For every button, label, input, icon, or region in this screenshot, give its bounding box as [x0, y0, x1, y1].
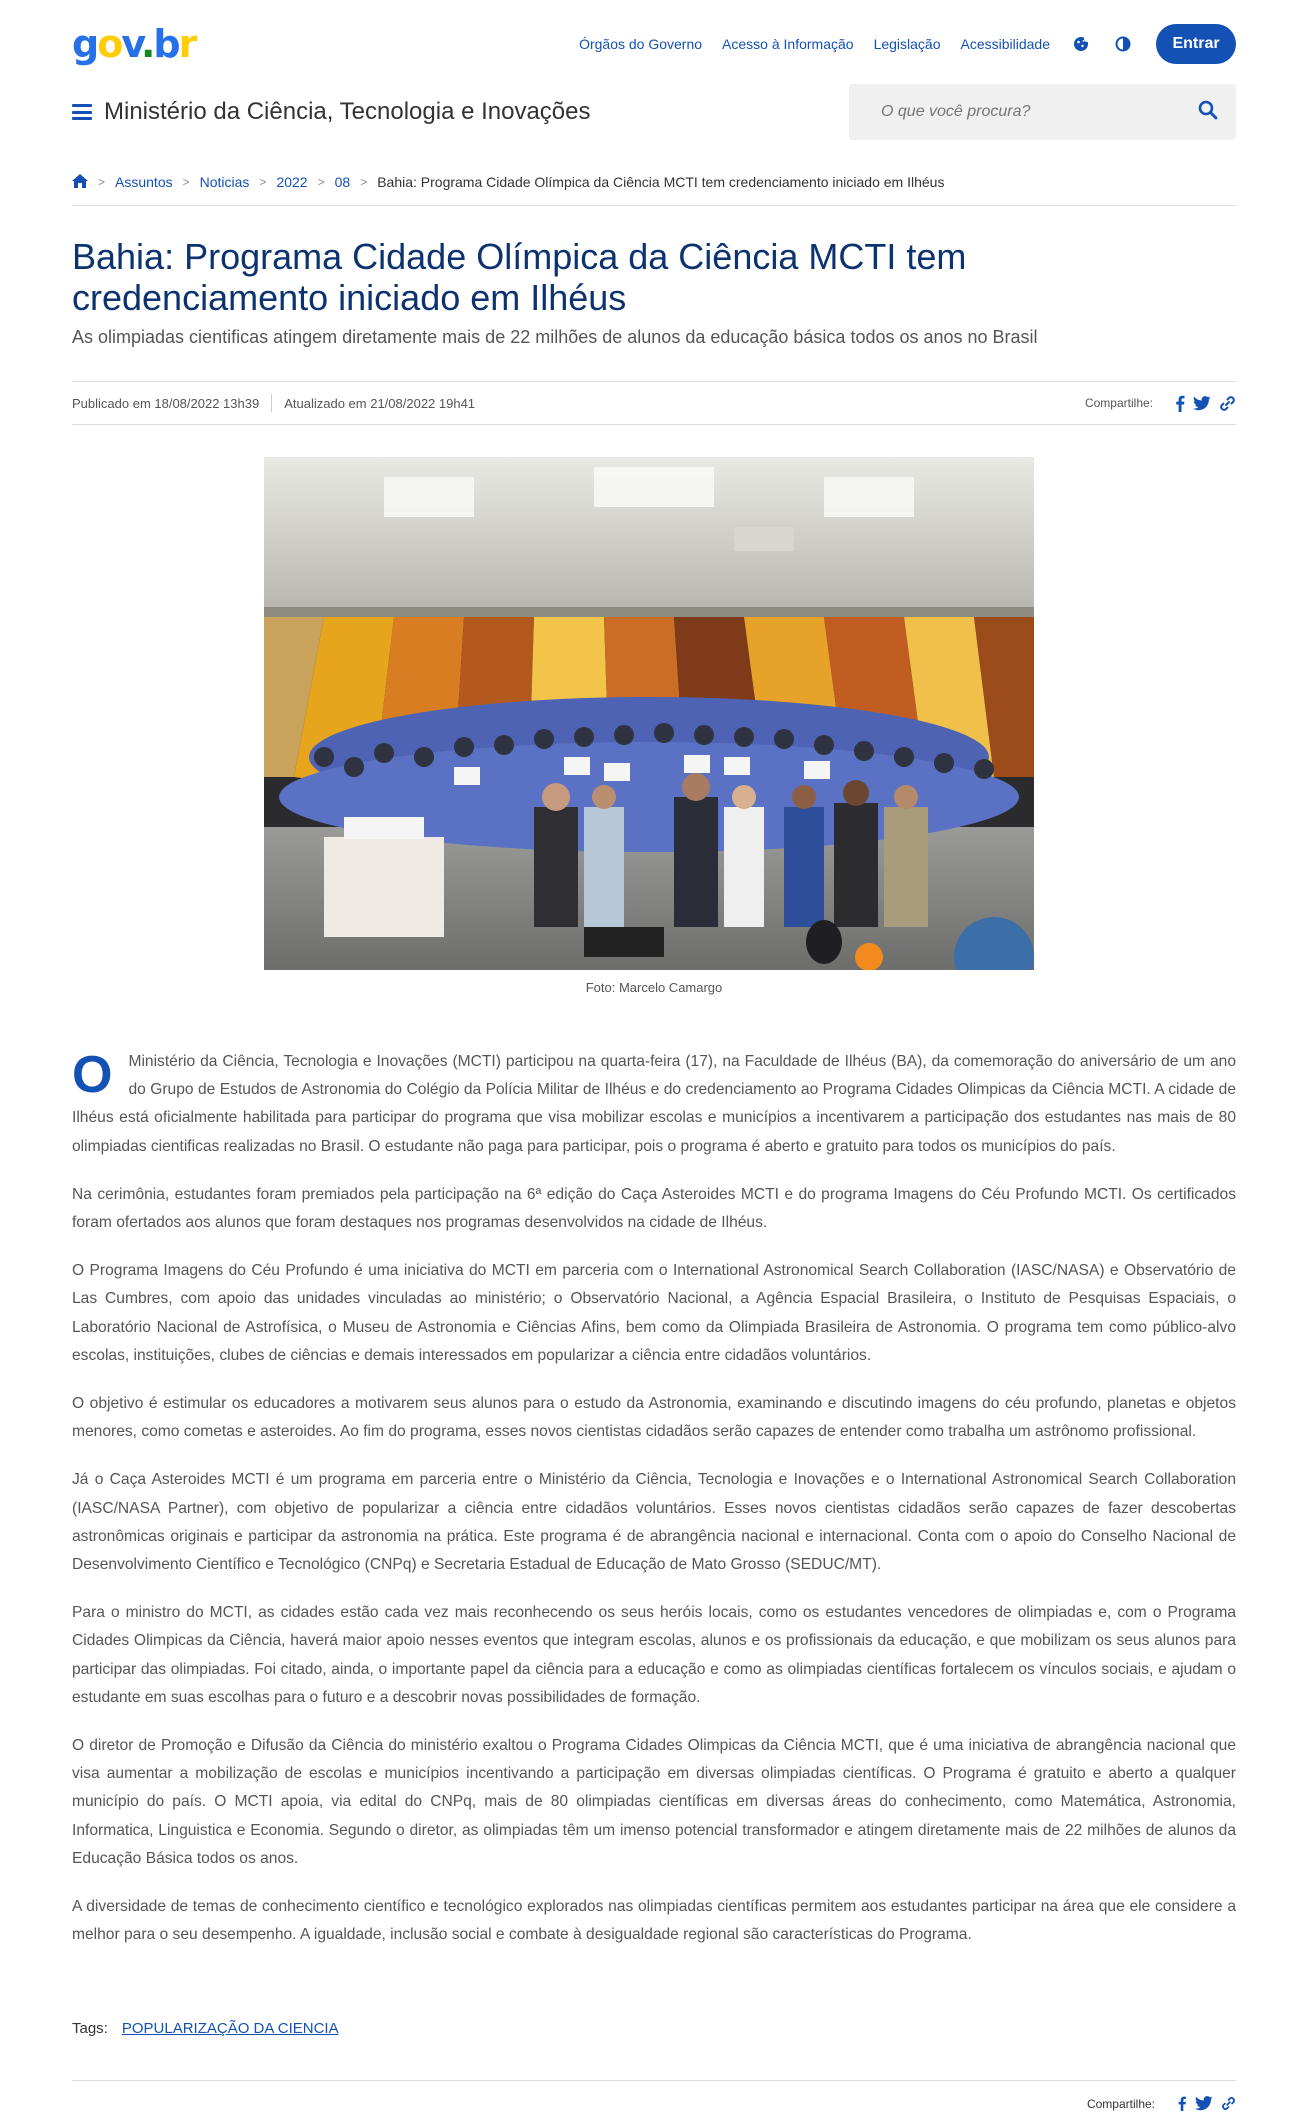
updated-date: Atualizado em 21/08/2022 19h41 [284, 395, 476, 411]
published-date: Publicado em 18/08/2022 13h39 [72, 395, 260, 411]
link-acessibilidade[interactable]: Acessibilidade [960, 36, 1050, 52]
logo-letter: b [153, 22, 179, 66]
breadcrumb-assuntos[interactable]: Assuntos [115, 174, 173, 190]
divider [72, 424, 1236, 425]
breadcrumb-current: Bahia: Programa Cidade Olímpica da Ciência MCTI tem credenciamento iniciado em Ilhéus [377, 174, 945, 190]
paragraph: O diretor de Promoção e Difusão da Ciência do ministério exaltou o Programa Cidades Olimpicas da Ciência MCTI, que é uma iniciativa de abrangência nacional que visa aumentar a mobilização de escolas e municípios incentivando a participação em diversas olimpiadas científicas. O Programa é gratuito e aberto a qualquer município do país. O MCTI apoia, via edital do CNPq, mais de 80 olimpiadas científicas em diversas áreas do conhecimento, como Matemática, Astronomia, Informatica, Linguistica e Economia. Segundo o diretor, as olimpiadas têm um imenso potencial transformador e atingem diretamente mais de 22 milhões de alunos da Educação Básica todos os anos. [72, 1737, 1236, 1867]
article-meta [72, 392, 1236, 414]
chevron-right-icon: > [360, 175, 368, 189]
breadcrumb-month[interactable]: 08 [334, 174, 351, 190]
facebook-icon[interactable] [1177, 2096, 1187, 2111]
search-icon[interactable] [1198, 100, 1218, 125]
header-main [72, 84, 1236, 140]
govbr-logo[interactable] [72, 22, 196, 66]
share-label: Compartilhe: [1086, 2096, 1155, 2111]
logo-letter: r [178, 22, 196, 66]
twitter-icon[interactable] [1195, 2096, 1213, 2111]
article-subtitle: As olimpiadas cientificas atingem diretamente mais de 22 milhões de alunos da educação básica todos os anos no Brasil [72, 327, 1038, 347]
link-icon[interactable] [1221, 2096, 1236, 2111]
tag-link[interactable]: POPULARIZAÇÃO DA CIENCIA [121, 2020, 339, 2037]
paragraph: Na cerimônia, estudantes foram premiados pela participação na 6ª edição do Caça Asteroides MCTI e do programa Imagens do Céu Profundo MCTI. Os certificados foram ofertados aos alunos que foram destaques nos programas desenvolvidos na cidade de Ilhéus. [72, 1185, 1236, 1232]
site-title[interactable]: Ministério da Ciência, Tecnologia e Inovações [104, 98, 591, 125]
paragraph: Para o ministro do MCTI, as cidades estão cada vez mais reconhecendo os seus heróis locais, como os estudantes vencedores de olimpiadas e, com o Programa Cidades Olimpicas da Ciência, haverá maior apoio nesses eventos que integram escolas, alunos e os profissionais da educação, e que mobilizam os seus alunos para participar das olimpiadas. Foi citado, ainda, o importante papel da ciência para a educação e como as olimpiadas científicas fortalecem os vínculos sociais, e ajudam o estudante em suas escolhas para o futuro e a descobrir novas possibilidades de formação. [72, 1604, 1236, 1706]
chevron-right-icon: > [317, 175, 325, 189]
divider [72, 381, 1236, 382]
link-icon[interactable] [1219, 395, 1236, 412]
divider [271, 394, 272, 412]
share-bar [1085, 395, 1236, 412]
home-icon[interactable] [72, 174, 88, 191]
logo-letter: v [121, 22, 141, 66]
link-acesso-informacao[interactable]: Acesso à Informação [722, 36, 854, 52]
photo-caption: Foto: Marcelo Camargo [585, 980, 723, 995]
top-links [559, 24, 1236, 64]
paragraph: O Programa Imagens do Céu Profundo é uma iniciativa do MCTI em parceria com o International Astronomical Search Collaboration (IASC/NASA) e Observatório de Las Cumbres, com apoio das unidades vinculadas ao ministério; o Observatório Nacional, a Agência Espacial Brasileira, o Instituto de Pesquisas Espaciais, o Laboratório Nacional de Astrofísica, o Museu de Astronomia e Ciências Afins, bem como da Olimpiada Brasileira de Astronomia. O programa tem como público-alvo escolas, instituições, clubes de ciências e demais interessados em popularizar a ciência entre cidadãos voluntários. [72, 1262, 1236, 1364]
link-orgaos-governo[interactable]: Órgãos do Governo [579, 36, 703, 52]
contrast-icon[interactable] [1112, 33, 1134, 55]
dates [72, 394, 475, 412]
tags-label: Tags: [72, 2020, 108, 2037]
share-label: Compartilhe: [1084, 396, 1153, 410]
paragraph-text: Ministério da Ciência, Tecnologia e Inovações (MCTI) participou na quarta-feira (17), na Faculdade de Ilhéus (BA), da comemoração do aniversário de um ano do Grupo de Estudos de Astronomia do Colégio da Polícia Militar de Ilhéus e do credenciamento ao Programa Cidades Olimpicas da Ciência MCTI. A cidade de Ilhéus está oficialmente habilitada para participar do programa que visa mobilizar escolas e municípios a incentivarem a participação dos estudantes nas mais de 80 olimpiadas cientificas realizadas no Brasil. O estudante não paga para participar, pois o programa é aberto e gratuito para todos os municípios do país. [72, 1053, 1236, 1155]
paragraph: A diversidade de temas de conhecimento científico e tecnológico explorados nas olimpiadas científicas permitem aos estudantes participar na área que ele considere a melhor para o seu desempenho. A igualdade, inclusão social e combate à desigualdade regional são características do Programa. [72, 1898, 1236, 1944]
logo-letter: o [97, 22, 122, 66]
link-legislacao[interactable]: Legislação [873, 36, 941, 52]
breadcrumb [72, 170, 1236, 194]
cookie-icon[interactable] [1070, 33, 1092, 55]
logo-letter: g [72, 22, 98, 66]
chevron-right-icon: > [259, 175, 267, 189]
article-photo [264, 457, 1034, 970]
divider [72, 205, 1236, 206]
breadcrumb-noticias[interactable]: Noticias [199, 174, 250, 190]
search-input[interactable] [881, 103, 1181, 121]
breadcrumb-year[interactable]: 2022 [276, 174, 308, 190]
divider [72, 2080, 1236, 2081]
logo-letter: . [140, 22, 154, 66]
login-button[interactable]: Entrar [1156, 24, 1236, 64]
search-box [849, 84, 1236, 140]
paragraph [72, 1048, 1236, 1161]
article-title: Bahia: Programa Cidade Olímpica da Ciência MCTI tem credenciamento iniciado em Ilhéus [72, 236, 967, 318]
tags [72, 2020, 1236, 2037]
dropcap: O [72, 1046, 113, 1104]
header-top [72, 20, 1236, 68]
menu-title [72, 98, 591, 126]
share-bar-bottom [72, 2096, 1236, 2111]
article-body [72, 1048, 1236, 1969]
paragraph: O objetivo é estimular os educadores a motivarem seus alunos para o estudo da Astronomia, examinando e discutindo imagens do céu profundo, planetas e objetos menores, como cometas e asteroides. Ao fim do programa, esses novos cientistas cidadãos serão capazes de entender como trabalha um astrônomo profissional. [72, 1395, 1236, 1441]
chevron-right-icon: > [98, 175, 106, 189]
hamburger-menu-icon[interactable] [72, 104, 92, 120]
twitter-icon[interactable] [1193, 396, 1211, 411]
chevron-right-icon: > [182, 175, 190, 189]
facebook-icon[interactable] [1175, 395, 1185, 412]
paragraph: Já o Caça Asteroides MCTI é um programa em parceria entre o Ministério da Ciência, Tecnologia e Inovações e o International Astronomical Search Collaboration (IASC/NASA Partner), com objetivo de popularizar a ciência entre cidadãos voluntários. Esses novos cientistas cidadãos serão capazes de fazer descobertas astronômicas originais e participar da astronomia na prática. Este programa é de abrangência nacional e internacional. Conta com o apoio do Conselho Nacional de Desenvolvimento Científico e Tecnológico (CNPq) e Secretaria Estadual de Educação de Mato Grosso (SEDUC/MT). [72, 1471, 1236, 1574]
